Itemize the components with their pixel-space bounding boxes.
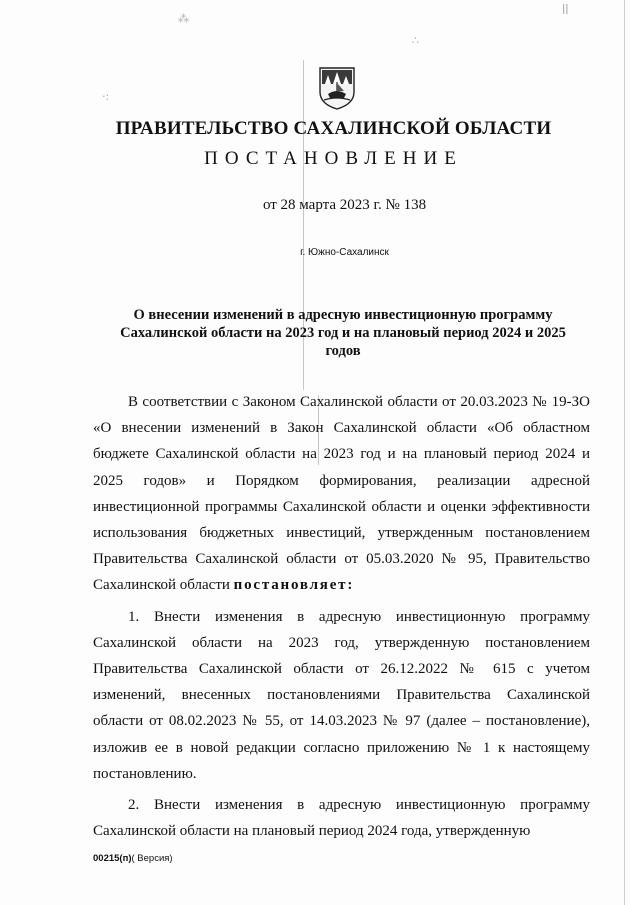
government-title: ПРАВИТЕЛЬСТВО САХАЛИНСКОЙ ОБЛАСТИ: [115, 118, 552, 139]
scan-noise-mark: ·:: [102, 90, 110, 103]
preamble-text: В соответствии с Законом Сахалинской области от 20.03.2023 № 19-ЗО «О внесении изменений в Закон Сахалинской области «Об областном бюджете Сахалинской области на 2023 год и на плановый период 2024 и 2025 годов» и Порядком формирования, реализации адресной инвестиционной программы Сахалинской области и оценки эффективности использования бюджетных инвестиций, утвержденным постановлением Правительства Сахалинской области от 05.03.2020 № 95, Правительство Сахалинской области: [93, 394, 590, 594]
scan-noise-mark: ⁂: [178, 12, 189, 25]
footer-code: 00215(п): [93, 853, 132, 864]
footer-version: ( Версия): [131, 853, 173, 864]
item-1-paragraph: 1. Внести изменения в адресную инвестиционную программу Сахалинской области на 2023 год, утвержденную постановлением Правительства Сахалинской области от 26.12.2022 № 615 с учетом изменений, внесенных постановлениями Правительства Сахалинской области от 08.02.2023 № 55, от 14.03.2023 № 97 (далее – постановление), изложив ее в новой редакции согласно приложению № 1 к настоящему постановлению.: [93, 608, 590, 782]
document-type: ПОСТАНОВЛЕНИЕ: [204, 148, 463, 169]
scan-noise-mark: ǀǀ: [562, 2, 569, 15]
footer-document-code: [93, 853, 173, 864]
city-of-issue: г. Южно-Сахалинск: [300, 247, 389, 258]
document-date-number: от 28 марта 2023 г. № 138: [262, 197, 427, 213]
item-2-paragraph: 2. Внести изменения в адресную инвестиционную программу Сахалинской области на плановый период 2024 года, утвержденную: [93, 797, 590, 840]
document-subject: О внесении изменений в адресную инвестиционную программу Сахалинской области на 2023 год и на плановый период 2024 и 2025 годов: [120, 307, 566, 359]
document-body: [93, 389, 590, 844]
sakhalin-coat-of-arms-icon: [318, 66, 356, 110]
scan-noise-mark: ∴: [412, 34, 419, 47]
preamble-paragraph: [93, 389, 590, 599]
resolves-word: постановляет:: [233, 577, 355, 594]
